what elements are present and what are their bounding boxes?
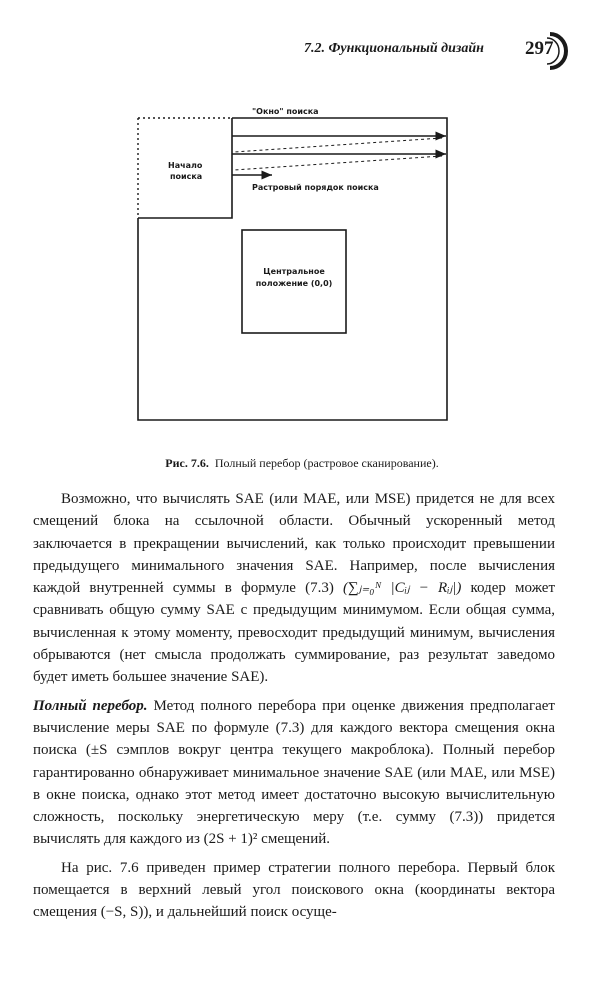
- page-number: 297: [525, 38, 554, 59]
- figure-caption: [0, 456, 604, 471]
- full-search-heading: Полный перебор.: [33, 697, 148, 714]
- paragraph-3-text: На рис. 7.6 приведен пример стратегии полного перебора. Первый блок помещается в верхний левый угол поискового окна (координаты вектора смещения (−S, S)), и дальнейший поиск осуще-: [33, 859, 555, 921]
- raster-diagonal-2: [234, 156, 442, 170]
- search-diagram: [120, 98, 490, 438]
- running-title: 7.2. Функциональный дизайн: [304, 41, 484, 56]
- page-header: [300, 34, 590, 68]
- window-label: "Окно" поиска: [252, 107, 319, 116]
- paragraph-1-text: Возможно, что вычислять SAE (или MAE, или MSE) придется не для всех смещений блока на ссылочной области. Обычный ускоренный метод заключается в прекращении вычислений, как только происходит превышении предыдущего минимального значения SAE. Например, после вычисления каждой внутренней суммы в формуле (7.3): [33, 491, 555, 597]
- paragraph-3: [33, 857, 555, 924]
- center-label-line1: Центральное: [263, 267, 325, 276]
- start-label-line2: поиска: [170, 172, 203, 181]
- caption-text: Полный перебор (растровое сканирование).: [214, 456, 439, 470]
- raster-order-label: Растровый порядок поиска: [252, 183, 379, 192]
- paragraph-2-text: Метод полного перебора при оценке движения предполагает вычисление меры SAE по формуле (7.3) для каждого вектора смещения окна поиска (±S сэмплов вокруг центра текущего макроблока). Полный перебор гарантированно обнаруживает минимальное значение SAE (или MAE, или MSE) в окне поиска, однако этот метод имеет достаточно высокую вычислительную сложность, поскольку энергетическую меру (т.е. сумму (7.3)) придется вычислять для каждого из (2S + 1)² смещений.: [33, 697, 555, 848]
- paragraph-1: [33, 488, 555, 689]
- figure-7-6: [120, 98, 490, 438]
- page-corner-ornament: [546, 32, 568, 70]
- center-label-line2: положение (0,0): [255, 279, 333, 288]
- paragraph-2: [33, 695, 555, 851]
- caption-label: Рис. 7.6.: [165, 456, 209, 470]
- start-label-line1: Начало: [168, 161, 203, 170]
- paragraph-1-rest: кодер может сравнивать общую сумму SAE с предыдущим минимумом. Если общая сумма, вычисленная к этому моменту, превосходит предыдущий минимум, вычисления обрываются (нет смысла продолжать суммирование, раз результат заведомо будет иметь большее значение SAE).: [33, 580, 556, 686]
- body-text: [33, 488, 555, 930]
- sum-formula: (∑ⱼ₌₀ᴺ |Cᵢⱼ − Rᵢⱼ|): [343, 580, 462, 597]
- raster-diagonal-1: [234, 138, 442, 152]
